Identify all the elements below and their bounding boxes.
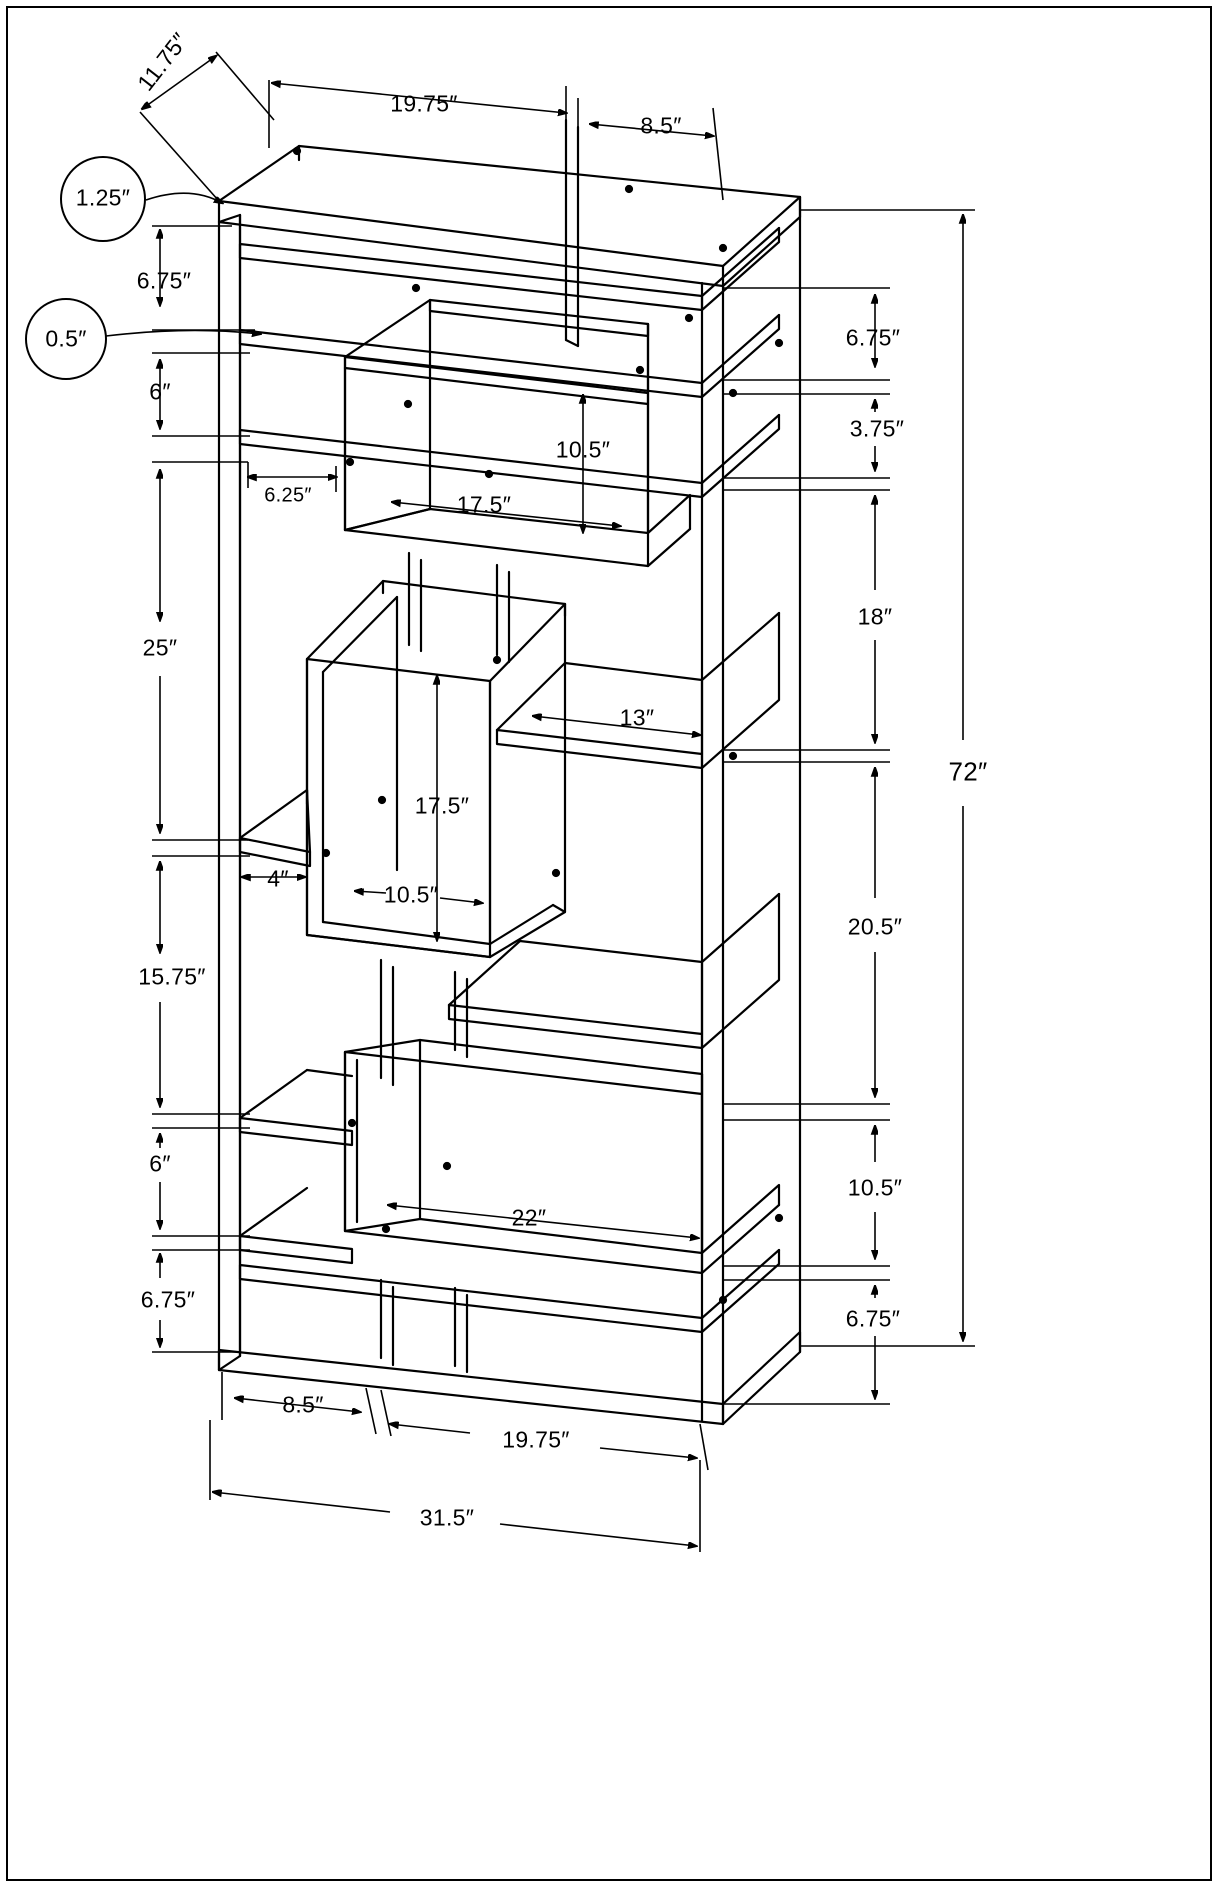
- dimension-label-base-width-right: 19.75″: [502, 1426, 570, 1453]
- dimension-label-cube-height-2: 17.5″: [414, 792, 470, 819]
- dimension-label-right-gap-6-75: 6.75″: [845, 1305, 901, 1332]
- dimension-label-cube-height-1: 10.5″: [555, 436, 611, 463]
- dimension-label-cube-width-1: 17.5″: [456, 491, 512, 518]
- dimension-label-top-width-left: 19.75″: [390, 90, 458, 117]
- dimension-label-cube-depth-2: 4″: [267, 865, 289, 892]
- dimension-label-right-gap-1: 6.75″: [845, 324, 901, 351]
- dimension-label-left-gap-6: 6″: [149, 1150, 171, 1177]
- dimension-label-right-gap-2: 3.75″: [849, 415, 905, 442]
- dimension-label-left-span-15-75: 15.75″: [138, 963, 206, 990]
- dimension-label-right-span-18: 18″: [857, 603, 893, 630]
- dimension-label-cube-width-2: 10.5″: [383, 881, 439, 908]
- dimension-label-base-width-left: 8.5″: [282, 1391, 324, 1418]
- dimension-label-right-span-20-5: 20.5″: [847, 913, 903, 940]
- dimension-label-left-span-25: 25″: [142, 634, 178, 661]
- dimension-label-shelf-width-13: 13″: [619, 704, 655, 731]
- dimension-label-shelf-gap-1: 6.75″: [136, 267, 192, 294]
- dimension-label-thickness-shelf: 0.5″: [45, 325, 87, 352]
- dimension-label-shelf-width-22: 22″: [511, 1204, 547, 1231]
- dimension-label-thickness-top: 1.25″: [75, 184, 131, 211]
- dimension-label-top-width-right: 8.5″: [640, 112, 682, 139]
- dimension-label-total-height: 72″: [948, 756, 988, 787]
- dimension-label-left-gap-6-75: 6.75″: [140, 1286, 196, 1313]
- dimension-label-cube-depth-1: 6.25″: [264, 484, 312, 507]
- dimension-label-total-width: 31.5″: [419, 1504, 475, 1531]
- dimension-label-shelf-gap-2: 6″: [149, 378, 171, 405]
- dimension-label-depth-top: 11.75″: [132, 27, 194, 96]
- dimension-label-right-span-10-5: 10.5″: [847, 1174, 903, 1201]
